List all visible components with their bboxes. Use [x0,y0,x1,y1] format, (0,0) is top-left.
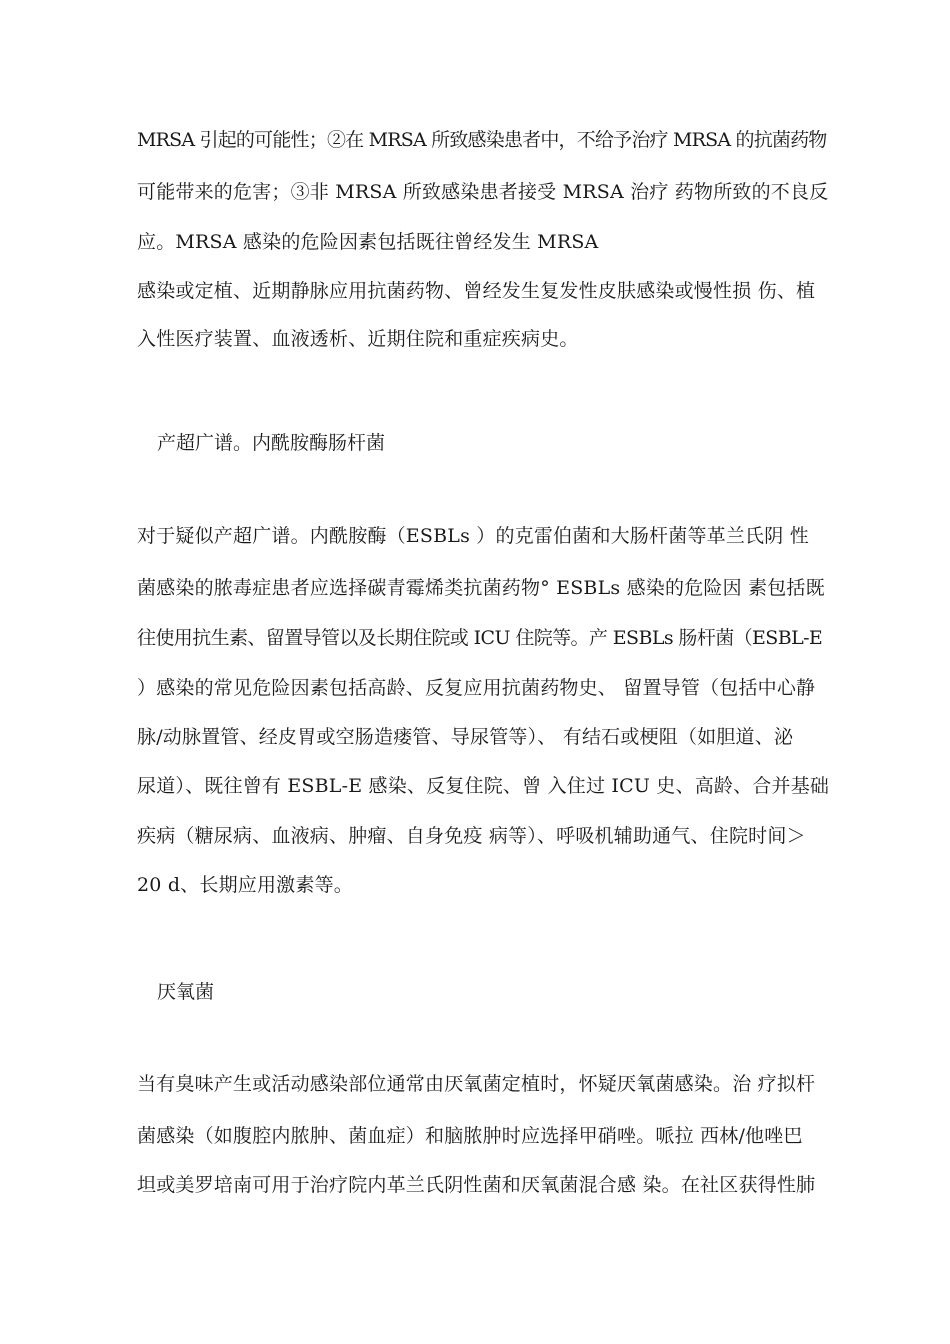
paragraph-line: 入性医疗装置、血液透析、近期住院和重症疾病史。 [137,328,579,350]
paragraph-line: 菌感染的脓毒症患者应选择碳青霉烯类抗菌药物° ESBLs 感染的危险因 素包括既 [137,577,825,599]
paragraph-line: 当有臭味产生或活动感染部位通常由厌氧菌定植时，怀疑厌氧菌感染。治 疗拟杆 [137,1073,816,1095]
paragraph-line: 20 d、长期应用激素等。 [137,874,353,896]
paragraph-line: 应。MRSA 感染的危险因素包括既往曾经发生 MRSA [137,231,599,253]
paragraph-line: 对于疑似产超广谱。内酰胺酶（ESBLs ）的克雷伯菌和大肠杆菌等革兰氏阴 性 [137,525,809,547]
paragraph-line: 可能带来的危害；③非 MRSA 所致感染患者接受 MRSA 治疗 药物所致的不良反 [137,181,829,203]
paragraph-line: 疾病（糖尿病、血液病、肿瘤、自身免疫 病等）、呼吸机辅助通气、住院时间＞ [137,825,806,847]
section-heading-anaerobes: 厌氧菌 [157,981,215,1003]
paragraph-line: MRSA 引起的可能性；②在 MRSA 所致感染患者中，不给予治疗 MRSA 的抗菌药物 [137,129,827,151]
section-heading-esbl: 产超广谱。内酰胺酶肠杆菌 [157,432,386,454]
paragraph-line: 脉/动脉置管、经皮胃或空肠造瘘管、导尿管等）、 有结石或梗阻（如胆道、泌 [137,726,794,748]
paragraph-line: 坦或美罗培南可用于治疗院内革兰氏阴性菌和厌氧菌混合感 染。在社区获得性肺 [137,1174,816,1196]
paragraph-line: 尿道）、既往曾有 ESBL-E 感染、反复住院、曾 入住过 ICU 史、高龄、合并基础 [137,775,830,797]
paragraph-line: 往使用抗生素、留置导管以及长期住院或 ICU 住院等。产 ESBLs 肠杆菌（ESBL-E [137,627,823,649]
paragraph-line: ）感染的常见危险因素包括高龄、反复应用抗菌药物史、 留置导管（包括中心静 [137,677,816,699]
paragraph-line: 感染或定植、近期静脉应用抗菌药物、曾经发生复发性皮肤感染或慢性损 伤、植 [137,280,816,302]
paragraph-line: 菌感染（如腹腔内脓肿、菌血症）和脑脓肿时应选择甲硝唑。哌拉 西林/他唑巴 [137,1125,803,1147]
